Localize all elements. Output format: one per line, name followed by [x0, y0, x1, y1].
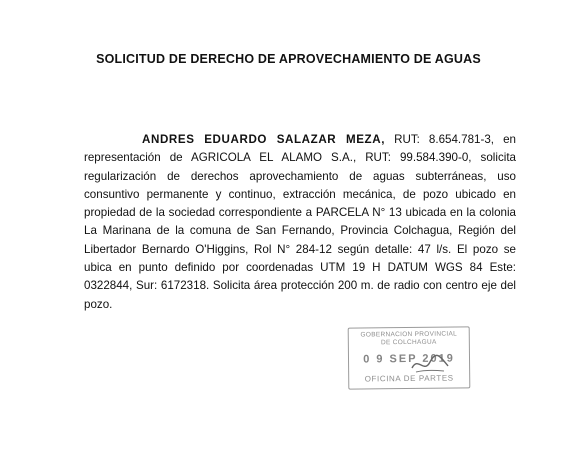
office-received-stamp [348, 326, 471, 389]
handwritten-signature [410, 352, 450, 376]
request-details: RUT: 8.654.781-3, en representación de AGRICOLA EL ALAMO S.A., RUT: 99.584.390-0, solicita regularización de derechos aprovechamiento de aguas subterráneas, uso consuntivo permanente y continuo, extracción mecánica, de pozo ubicado en propiedad de la sociedad correspondiente a PARCELA N° 13 ubicada en la colonia La Marinana de la comuna de San Fernando, Provincia Colchagua, Región del Libertador Bernardo O'Higgins, Rol N° 284-12 según detalle: 47 l/s. El pozo se ubica en punto definido por coordenadas UTM 19 H DATUM WGS 84 Este: 0322844, Sur: 6172318. Solicita área protección 200 m. de radio con centro eje del pozo. [84, 133, 516, 311]
request-paragraph [84, 131, 516, 314]
applicant-name: ANDRES EDUARDO SALAZAR MEZA, [142, 133, 386, 146]
stamp-date: 0 9 SEP 2019 [363, 352, 455, 366]
stamp-office-name: OFICINA DE PARTES [364, 373, 454, 384]
stamp-province-line: DE COLCHAGUA [380, 338, 437, 347]
stamp-authority-line: GOBERNACION PROVINCIAL [360, 330, 458, 339]
document-title: SOLICITUD DE DERECHO DE APROVECHAMIENTO DE AGUAS [96, 52, 481, 66]
